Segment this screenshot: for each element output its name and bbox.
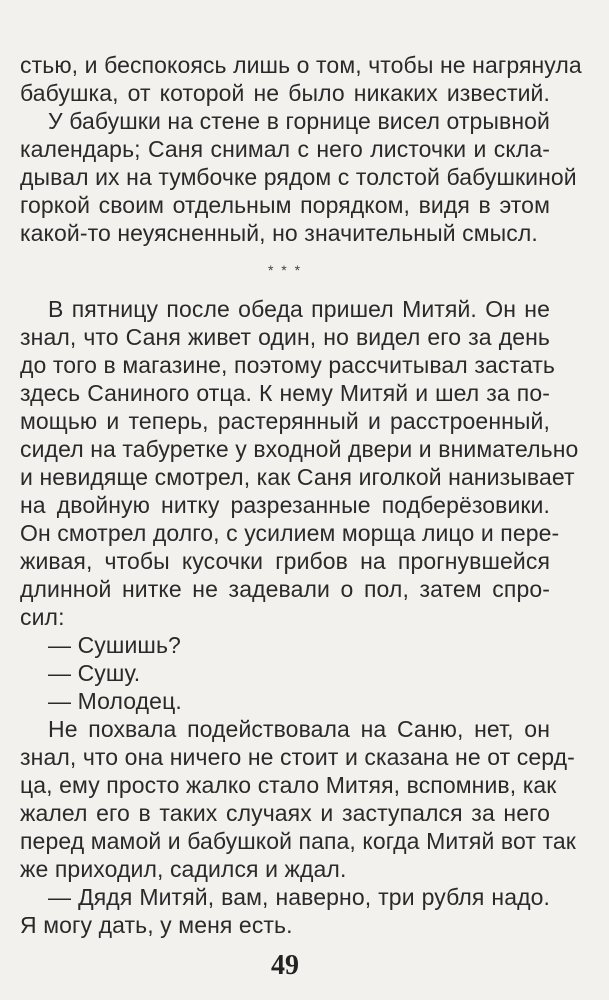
text-line: мощью и теперь, растерянный и расстроенный, xyxy=(20,408,550,434)
text-line: длинной нитке не задевали о пол, затем спро- xyxy=(20,576,550,602)
text-line: живая, чтобы кусочки грибов на прогнувшейся xyxy=(20,548,550,574)
text-line: и невидяще смотрел, как Саня иголкой нанизывает xyxy=(20,464,575,490)
section-separator: * * * xyxy=(267,262,303,278)
dialogue-line: — Дядя Митяй, вам, наверно, три рубля надо. xyxy=(48,884,550,910)
text-line: стью, и беспокоясь лишь о том, чтобы не нагрянула xyxy=(20,52,582,78)
text-line: Я могу дать, у меня есть. xyxy=(20,912,293,938)
dialogue-line: — Сушу. xyxy=(48,660,141,686)
text-line: на двойную нитку разрезанные подберёзовики. xyxy=(20,492,550,518)
text-line: сидел на табуретке у входной двери и внимательно xyxy=(20,436,579,462)
text-line: дывал их на тумбочке рядом с толстой бабушкиной xyxy=(20,164,577,190)
text-line: Он смотрел долго, с усилием морща лицо и пере- xyxy=(20,520,560,546)
text-line: ца, ему просто жалко стало Митяя, вспомнив, как xyxy=(20,772,557,798)
text-line: Не похвала подействовала на Саню, нет, он xyxy=(48,716,550,742)
page-number: 49 xyxy=(271,950,299,981)
text-line: знал, что Саня живет один, но видел его за день xyxy=(20,324,550,350)
text-line: календарь; Саня снимал с него листочки и скла- xyxy=(20,136,550,162)
text-line: какой-то неуясненный, но значительный смысл. xyxy=(20,220,538,246)
text-line: перед мамой и бабушкой папа, когда Митяй вот так xyxy=(20,828,576,854)
text-line: же приходил, садился и ждал. xyxy=(20,856,347,882)
dialogue-line: — Сушишь? xyxy=(48,632,181,658)
text-line: горкой своим отдельным порядком, видя в этом xyxy=(20,192,550,218)
text-line: жалел его в таких случаях и заступался за него xyxy=(20,800,550,826)
text-line: бабушка, от которой не было никаких известий. xyxy=(20,80,550,106)
text-line: В пятницу после обеда пришел Митяй. Он не xyxy=(48,296,550,322)
text-line: знал, что она ничего не стоит и сказана не от серд- xyxy=(20,744,575,770)
text-line: здесь Саниного отца. К нему Митяй и шел за по- xyxy=(20,380,550,406)
text-line: сил: xyxy=(20,604,65,630)
dialogue-line: — Молодец. xyxy=(48,688,182,714)
text-line: У бабушки на стене в горнице висел отрывной xyxy=(48,108,550,134)
text-line: до того в магазине, поэтому рассчитывал застать xyxy=(20,352,555,378)
